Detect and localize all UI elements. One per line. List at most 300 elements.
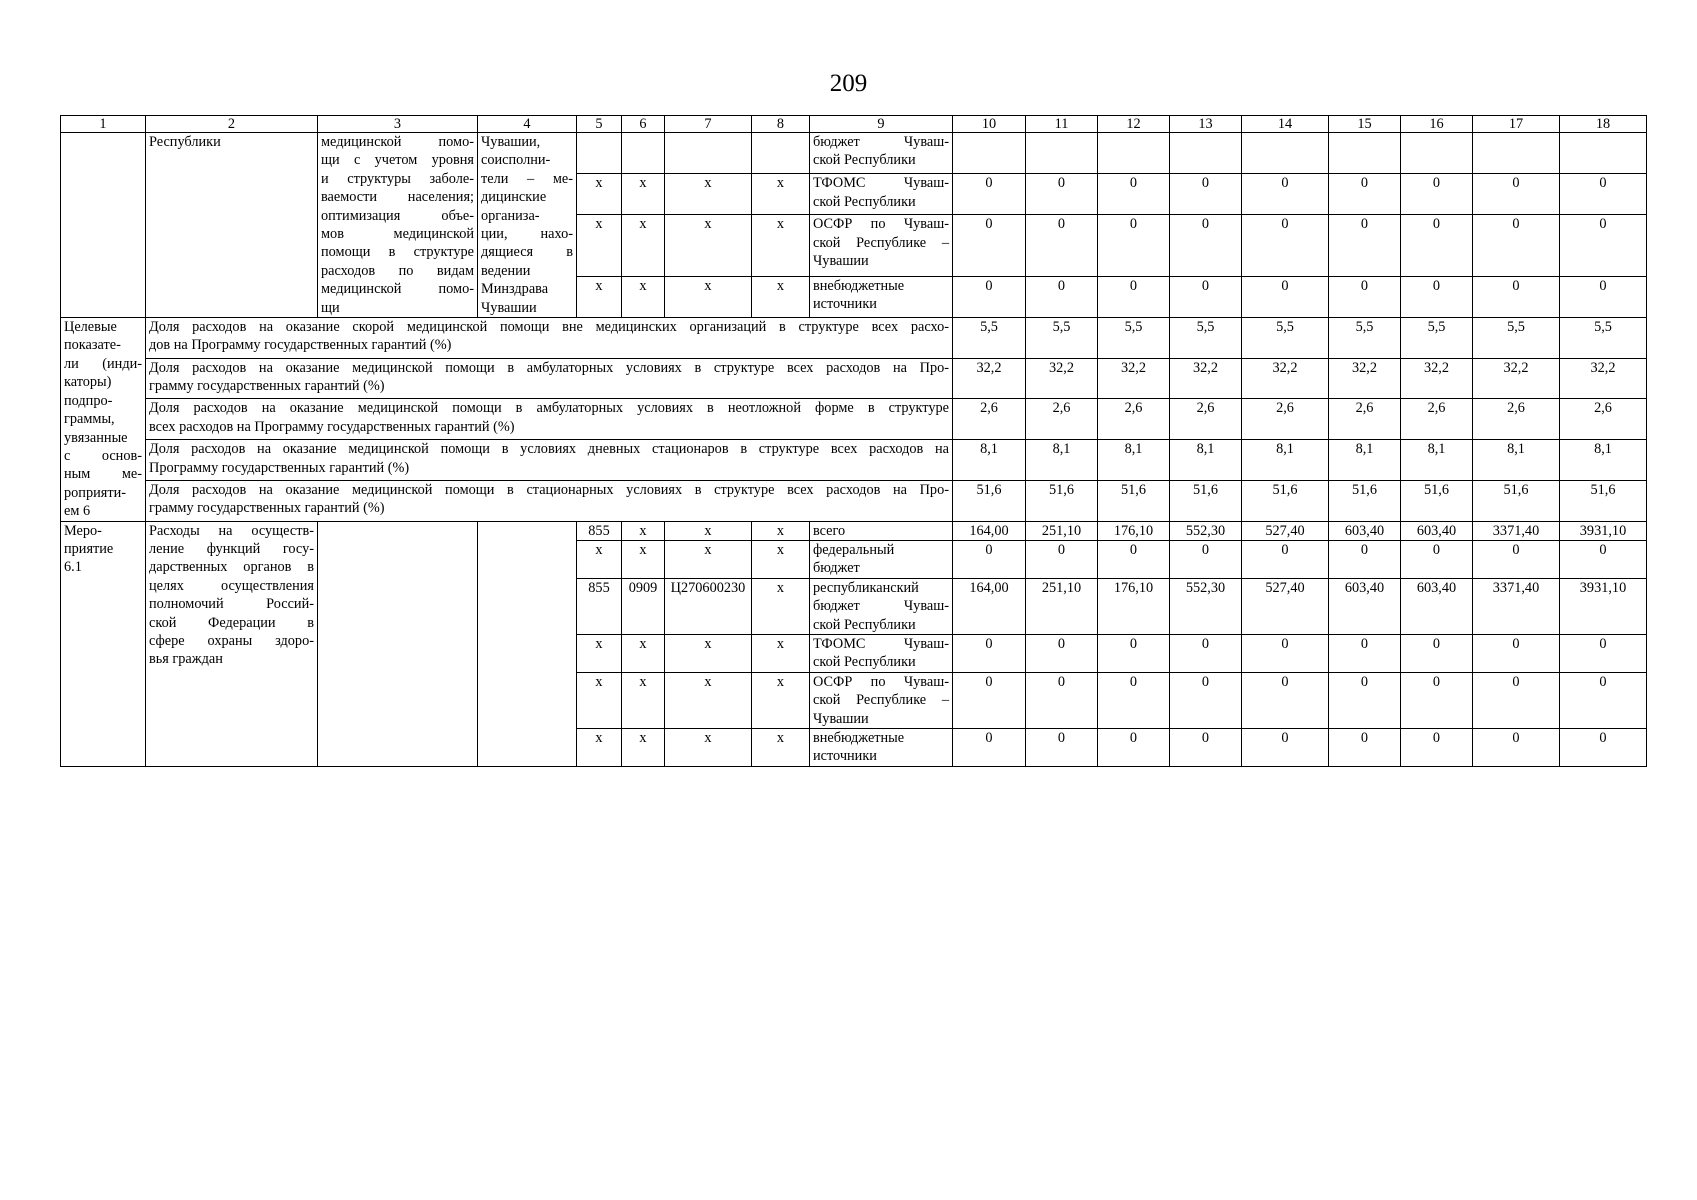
indicator-value: 32,2	[1473, 358, 1560, 399]
value-cell	[1473, 133, 1560, 174]
text-line: ли (инди-	[64, 355, 142, 372]
empty-cell	[577, 133, 622, 174]
text-line: внебюджетные	[813, 730, 905, 746]
value-cell: 0	[1473, 729, 1560, 767]
value-cell: 176,10	[1098, 521, 1170, 540]
column-number: 8	[752, 116, 810, 133]
value-cell: 0	[1026, 215, 1098, 276]
indicator-value: 2,6	[953, 399, 1026, 440]
code-cell: 0909	[622, 578, 665, 634]
text-line: ской Республике –	[813, 234, 949, 251]
text-line: Доля расходов на оказание медицинской помощи в амбулаторных условиях в неотложной форме в структуре	[149, 400, 949, 417]
indicator-value: 8,1	[1026, 440, 1098, 481]
empty-cell	[752, 133, 810, 174]
value-cell: 0	[1329, 276, 1401, 317]
empty-cell	[478, 521, 577, 766]
text-line: бюджет	[813, 560, 860, 577]
text-line: щи	[321, 299, 340, 316]
column-number: 12	[1098, 116, 1170, 133]
value-cell: 0	[1473, 276, 1560, 317]
measure-row	[61, 521, 1647, 540]
text-line: Доля расходов на оказание скорой медицинской помощи вне медицинских организаций в структуре всех расхо-	[149, 319, 949, 336]
text-line: ской Республики	[813, 152, 916, 169]
value-cell: 0	[1242, 276, 1329, 317]
text-line: ской Республики	[813, 193, 916, 210]
value-cell: 603,40	[1401, 578, 1473, 634]
indicator-description	[146, 318, 953, 359]
value-cell: 0	[1026, 174, 1098, 215]
column-number: 7	[665, 116, 752, 133]
value-cell	[1242, 133, 1329, 174]
text-line: ской Республике –	[813, 692, 949, 709]
value-cell: 0	[1098, 174, 1170, 215]
text-line: Минздрава	[481, 281, 549, 298]
code-cell: Ц270600230	[665, 578, 752, 634]
text-line: подпро-	[64, 392, 113, 409]
value-cell: 0	[1401, 174, 1473, 215]
funding-source	[810, 729, 953, 767]
indicator-value: 2,6	[1170, 399, 1242, 440]
value-cell	[1098, 133, 1170, 174]
value-cell: 0	[1401, 276, 1473, 317]
indicator-value: 5,5	[1401, 318, 1473, 359]
value-cell	[1329, 133, 1401, 174]
code-cell: x	[577, 672, 622, 728]
text-line: помощи в структуре	[321, 244, 474, 261]
text-line: медицинской помо-	[321, 281, 474, 298]
text-line: тели – ме-	[481, 170, 573, 187]
text-line: целях осуществления	[149, 577, 314, 594]
code-cell: x	[622, 521, 665, 540]
code-cell: x	[665, 540, 752, 578]
value-cell: 3931,10	[1560, 521, 1647, 540]
text-line: всех расходов на Программу государственных гарантий (%)	[149, 418, 515, 435]
value-cell: 176,10	[1098, 578, 1170, 634]
value-cell: 0	[1170, 215, 1242, 276]
value-cell	[953, 133, 1026, 174]
empty-cell	[61, 133, 146, 318]
indicator-value: 5,5	[953, 318, 1026, 359]
indicator-value: 32,2	[1026, 358, 1098, 399]
indicator-value: 32,2	[953, 358, 1026, 399]
value-cell: 0	[1329, 729, 1401, 767]
indicator-value: 8,1	[1473, 440, 1560, 481]
value-cell: 552,30	[1170, 578, 1242, 634]
value-cell: 0	[1242, 672, 1329, 728]
code-cell: x	[622, 540, 665, 578]
text-line: дящиеся в	[481, 244, 573, 261]
indicator-description	[146, 440, 953, 481]
value-cell: 0	[1473, 215, 1560, 276]
value-cell: 0	[1026, 540, 1098, 578]
value-cell: 0	[953, 729, 1026, 767]
value-cell: 0	[1242, 215, 1329, 276]
indicator-value: 2,6	[1473, 399, 1560, 440]
column-number: 10	[953, 116, 1026, 133]
measure-description	[146, 521, 318, 766]
value-cell: 0	[1098, 672, 1170, 728]
text-line: ской Республики	[813, 654, 916, 671]
text-line: ской Республики	[813, 616, 916, 633]
column-number: 17	[1473, 116, 1560, 133]
indicator-value: 8,1	[1170, 440, 1242, 481]
value-cell: 0	[1242, 729, 1329, 767]
code-cell: x	[577, 540, 622, 578]
value-cell: 0	[1473, 174, 1560, 215]
funding-source	[810, 672, 953, 728]
code-cell: x	[752, 215, 810, 276]
value-cell: 0	[953, 174, 1026, 215]
column-number: 16	[1401, 116, 1473, 133]
program-table	[60, 115, 1647, 767]
value-cell: 0	[1401, 672, 1473, 728]
indicator-value: 8,1	[1098, 440, 1170, 481]
funding-source	[810, 521, 953, 540]
funding-source	[810, 133, 953, 174]
empty-cell	[318, 521, 478, 766]
indicator-row	[61, 440, 1647, 481]
text-line: Доля расходов на оказание медицинской помощи в стационарных условиях в структуре всех расходов на Про-	[149, 481, 949, 498]
column-number: 14	[1242, 116, 1329, 133]
value-cell: 164,00	[953, 521, 1026, 540]
column-number: 13	[1170, 116, 1242, 133]
indicator-value: 8,1	[1401, 440, 1473, 481]
value-cell: 0	[1242, 540, 1329, 578]
code-cell: x	[665, 634, 752, 672]
value-cell: 3371,40	[1473, 521, 1560, 540]
text-line: мов медицинской	[321, 226, 474, 243]
header-row	[61, 116, 1647, 133]
indicator-value: 5,5	[1242, 318, 1329, 359]
text-line: ление функций госу-	[149, 540, 314, 557]
text-line: Доля расходов на оказание медицинской помощи в условиях дневных стационаров в структуре всех расходов на	[149, 441, 949, 458]
indicator-description	[146, 399, 953, 440]
text-line: ем 6	[64, 503, 91, 520]
funding-source	[810, 174, 953, 215]
indicator-value: 2,6	[1098, 399, 1170, 440]
value-cell: 0	[953, 540, 1026, 578]
code-cell: x	[752, 672, 810, 728]
value-cell: 0	[1098, 276, 1170, 317]
column-number: 11	[1026, 116, 1098, 133]
column-number: 5	[577, 116, 622, 133]
value-cell: 0	[953, 215, 1026, 276]
text-line: ОСФР по Чуваш-	[813, 216, 949, 233]
text-line: дов на Программу государственных гарантий (%)	[149, 337, 452, 354]
value-cell: 0	[1098, 215, 1170, 276]
text-line: щи с учетом уровня	[321, 152, 474, 169]
indicator-value: 51,6	[1026, 480, 1098, 521]
indicator-value: 32,2	[1329, 358, 1401, 399]
code-cell: 855	[577, 521, 622, 540]
value-cell: 0	[1560, 215, 1647, 276]
value-cell: 0	[1401, 215, 1473, 276]
value-cell: 0	[1560, 276, 1647, 317]
value-cell: 164,00	[953, 578, 1026, 634]
code-cell: x	[577, 215, 622, 276]
text-line: грамму государственных гарантий (%)	[149, 500, 385, 517]
code-cell: x	[622, 729, 665, 767]
code-cell: x	[752, 276, 810, 317]
text-line: республиканский	[813, 579, 919, 596]
value-cell: 0	[953, 634, 1026, 672]
text-line: и структуры заболе-	[321, 170, 474, 187]
code-cell: x	[752, 634, 810, 672]
table-row	[61, 133, 1647, 174]
text-line: ТФОМС Чуваш-	[813, 175, 949, 192]
indicator-value: 51,6	[1401, 480, 1473, 521]
value-cell: 0	[1560, 540, 1647, 578]
indicator-value: 2,6	[1026, 399, 1098, 440]
indicator-value: 2,6	[1401, 399, 1473, 440]
empty-cell	[622, 133, 665, 174]
text-line: оптимизация объе-	[321, 207, 474, 224]
indicator-value: 2,6	[1242, 399, 1329, 440]
text-line: Меро-	[64, 522, 102, 539]
text-line: Целевые	[64, 319, 117, 336]
value-cell: 0	[1170, 276, 1242, 317]
value-cell: 0	[1170, 634, 1242, 672]
value-cell	[1026, 133, 1098, 174]
code-cell: x	[622, 215, 665, 276]
value-cell: 0	[1401, 634, 1473, 672]
value-cell: 0	[1473, 540, 1560, 578]
text-line: ОСФР по Чуваш-	[813, 673, 949, 690]
indicator-value: 5,5	[1098, 318, 1170, 359]
code-cell: x	[665, 729, 752, 767]
value-cell: 0	[1560, 634, 1647, 672]
value-cell: 0	[1329, 215, 1401, 276]
code-cell: x	[665, 521, 752, 540]
text-line: с основ-	[64, 447, 142, 464]
indicators-label	[61, 318, 146, 521]
value-cell: 0	[1026, 276, 1098, 317]
value-cell: 251,10	[1026, 578, 1098, 634]
text-line: вья граждан	[149, 651, 223, 668]
value-cell: 0	[1473, 672, 1560, 728]
value-cell: 0	[1026, 672, 1098, 728]
value-cell: 552,30	[1170, 521, 1242, 540]
empty-cell	[665, 133, 752, 174]
indicator-row	[61, 399, 1647, 440]
funding-source	[810, 276, 953, 317]
column-number: 1	[61, 116, 146, 133]
indicator-value: 51,6	[953, 480, 1026, 521]
value-cell: 527,40	[1242, 578, 1329, 634]
code-cell: x	[622, 672, 665, 728]
indicator-value: 8,1	[1242, 440, 1329, 481]
code-cell: x	[577, 276, 622, 317]
indicator-value: 32,2	[1560, 358, 1647, 399]
text-line: роприяти-	[64, 484, 126, 501]
indicator-value: 32,2	[1242, 358, 1329, 399]
text-line: полномочий Россий-	[149, 596, 314, 613]
indicator-value: 51,6	[1473, 480, 1560, 521]
text-line: приятие	[64, 540, 114, 557]
indicator-value: 32,2	[1098, 358, 1170, 399]
text-line: сфере охраны здоро-	[149, 632, 314, 649]
value-cell: 0	[1560, 174, 1647, 215]
indicator-value: 8,1	[1329, 440, 1401, 481]
code-cell: x	[752, 729, 810, 767]
text-line: Доля расходов на оказание медицинской помощи в амбулаторных условиях в структуре всех расходов на Про-	[149, 359, 949, 376]
text-line: всего	[813, 522, 846, 539]
value-cell: 0	[1473, 634, 1560, 672]
text-line: внебюджетные	[813, 277, 905, 294]
indicator-row	[61, 480, 1647, 521]
value-cell: 0	[1329, 634, 1401, 672]
executor-cell	[478, 133, 577, 318]
code-cell: x	[577, 729, 622, 767]
indicator-value: 32,2	[1170, 358, 1242, 399]
indicator-value: 5,5	[1026, 318, 1098, 359]
text-line: дарственных органов в	[149, 559, 314, 576]
indicator-value: 5,5	[1329, 318, 1401, 359]
text-line: организа-	[481, 207, 540, 224]
value-cell	[1401, 133, 1473, 174]
code-cell: x	[622, 634, 665, 672]
text-line: источники	[813, 748, 877, 765]
indicator-value: 32,2	[1401, 358, 1473, 399]
value-cell: 0	[1329, 672, 1401, 728]
code-cell: x	[665, 174, 752, 215]
value-cell: 3371,40	[1473, 578, 1560, 634]
code-cell: x	[622, 174, 665, 215]
code-cell: x	[577, 174, 622, 215]
indicator-row	[61, 318, 1647, 359]
value-cell: 0	[1401, 729, 1473, 767]
code-cell: x	[752, 521, 810, 540]
text-line: ской Федерации в	[149, 614, 314, 631]
description-cell: Республики	[146, 133, 318, 318]
text-line: 6.1	[64, 559, 82, 576]
text-line: бюджет Чуваш-	[813, 134, 949, 150]
funding-source	[810, 578, 953, 634]
indicator-description	[146, 480, 953, 521]
text-line: источники	[813, 296, 877, 313]
indicator-value: 2,6	[1329, 399, 1401, 440]
value-cell: 0	[1560, 729, 1647, 767]
code-cell: x	[752, 578, 810, 634]
indicator-value: 2,6	[1560, 399, 1647, 440]
text-line: федеральный	[813, 541, 895, 558]
indicator-value: 51,6	[1170, 480, 1242, 521]
page-number: 209	[829, 70, 868, 97]
value-cell: 0	[953, 276, 1026, 317]
table-body	[61, 116, 1647, 767]
indicator-value: 51,6	[1098, 480, 1170, 521]
funding-source	[810, 215, 953, 276]
text-line: граммы,	[64, 411, 115, 428]
indicator-value: 5,5	[1170, 318, 1242, 359]
text-line: ТФОМС Чуваш-	[813, 635, 949, 652]
column-number: 2	[146, 116, 318, 133]
code-cell: x	[752, 174, 810, 215]
indicator-value: 5,5	[1560, 318, 1647, 359]
text-line: Чувашии	[481, 299, 537, 316]
code-cell: x	[665, 276, 752, 317]
indicator-description	[146, 358, 953, 399]
funding-source	[810, 540, 953, 578]
value-cell: 0	[953, 672, 1026, 728]
indicator-value: 51,6	[1329, 480, 1401, 521]
value-cell: 0	[1170, 672, 1242, 728]
indicator-value: 51,6	[1560, 480, 1647, 521]
indicator-value: 8,1	[1560, 440, 1647, 481]
code-cell: x	[577, 634, 622, 672]
value-cell: 0	[1170, 540, 1242, 578]
text-line: медицинской помо-	[321, 134, 474, 150]
code-cell: x	[622, 276, 665, 317]
text-line: ваемости населения;	[321, 189, 474, 206]
text-line: Чувашии	[813, 710, 869, 727]
column-number: 9	[810, 116, 953, 133]
column-number: 4	[478, 116, 577, 133]
text-line: ным ме-	[64, 466, 142, 483]
text-line: грамму государственных гарантий (%)	[149, 378, 385, 395]
value-cell: 0	[1170, 174, 1242, 215]
text-line: ции, нахо-	[481, 226, 573, 243]
indicator-value: 5,5	[1473, 318, 1560, 359]
indicator-row	[61, 358, 1647, 399]
value-cell: 0	[1329, 174, 1401, 215]
column-number: 15	[1329, 116, 1401, 133]
text-line: ведении	[481, 262, 531, 279]
measure-label	[61, 521, 146, 766]
text-line: дицинские	[481, 189, 547, 206]
text-line: Чувашии	[813, 253, 869, 270]
column-number: 6	[622, 116, 665, 133]
code-cell: 855	[577, 578, 622, 634]
value-cell: 0	[1560, 672, 1647, 728]
activity-description	[318, 133, 478, 318]
value-cell: 0	[1170, 729, 1242, 767]
text-line: Расходы на осуществ-	[149, 522, 314, 539]
value-cell: 0	[1329, 540, 1401, 578]
code-cell: x	[752, 540, 810, 578]
code-cell: x	[665, 215, 752, 276]
value-cell	[1560, 133, 1647, 174]
value-cell: 0	[1026, 729, 1098, 767]
value-cell: 603,40	[1401, 521, 1473, 540]
indicator-value: 51,6	[1242, 480, 1329, 521]
value-cell: 0	[1098, 634, 1170, 672]
column-number: 3	[318, 116, 478, 133]
text-line: бюджет Чуваш-	[813, 598, 949, 615]
funding-source	[810, 634, 953, 672]
value-cell: 603,40	[1329, 521, 1401, 540]
value-cell: 527,40	[1242, 521, 1329, 540]
value-cell: 0	[1242, 174, 1329, 215]
value-cell: 0	[1098, 540, 1170, 578]
value-cell: 251,10	[1026, 521, 1098, 540]
value-cell: 3931,10	[1560, 578, 1647, 634]
text-line: соисполни-	[481, 152, 551, 169]
code-cell: x	[665, 672, 752, 728]
value-cell: 0	[1401, 540, 1473, 578]
value-cell: 603,40	[1329, 578, 1401, 634]
text-line: Чувашии,	[481, 134, 541, 150]
text-line: увязанные	[64, 429, 128, 446]
text-line: каторы)	[64, 374, 112, 391]
text-line: показате-	[64, 337, 121, 354]
text-line: Программу государственных гарантий (%)	[149, 459, 410, 476]
value-cell: 0	[1098, 729, 1170, 767]
indicator-value: 8,1	[953, 440, 1026, 481]
value-cell: 0	[1026, 634, 1098, 672]
value-cell	[1170, 133, 1242, 174]
text-line: расходов по видам	[321, 262, 474, 279]
